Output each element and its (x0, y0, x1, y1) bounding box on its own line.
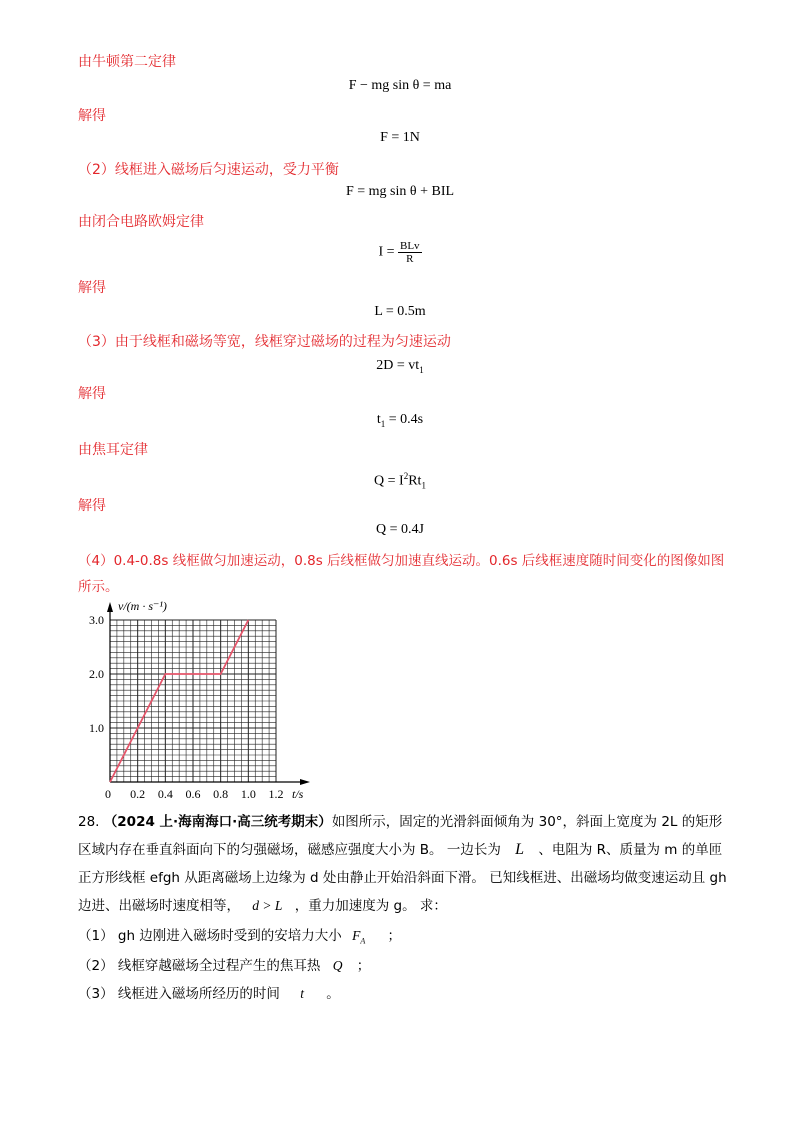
sub-question-1-text: （1） gh 边刚进入磁场时受到的安培力大小 (78, 928, 342, 944)
x-tick-label: 0.8 (213, 787, 229, 801)
chart-grid (110, 620, 276, 782)
sub-question-2 (78, 952, 728, 980)
sub-question-1 (78, 922, 728, 956)
equation-joule-sup: 2 (403, 471, 409, 481)
y-tick-label: 2.0 (89, 667, 104, 681)
solution-line-solve-2: 解得 (78, 280, 106, 296)
equation-distance-main: 2D = vt (376, 358, 420, 373)
solution-line-joule: 由焦耳定律 (78, 442, 148, 458)
solution-line-part2: （2）线框进入磁场后匀速运动，受力平衡 (78, 162, 339, 178)
equation-newton-second: F − mg sin θ = ma (348, 78, 452, 93)
question-number: 28. (78, 814, 100, 830)
question-source: （2024 上·海南海口·高三统考期末） (103, 814, 332, 830)
question-text-2: 、电阻为 R、质量为 m 的单匝正方形线框 efgh 从距离磁场上边缘为 d 处由静止开始沿斜面下滑。 已知线框进、出磁场均做变速运动且 gh 边进、出磁场时速度相等， (78, 842, 727, 914)
equation-ohm-law (0, 240, 800, 265)
symbol-L: L (515, 841, 525, 858)
equation-force-result: F = 1N (380, 130, 420, 145)
sub-question-3 (78, 980, 728, 1008)
equation-time-var: t (376, 412, 381, 427)
sub-question-2-text: （2） 线框穿越磁场全过程产生的焦耳热 (78, 958, 321, 974)
question-28 (78, 808, 728, 920)
equation-joule-lhs: Q = I (374, 473, 404, 489)
origin-label: 0 (105, 787, 111, 801)
chart-labels (89, 599, 304, 801)
solution-part4-paragraph: （4）0.4-0.8s 线框做匀加速运动，0.8s 后线框做匀加速直线运动。0.6s 后线框速度随时间变化的图像如图所示。 (78, 553, 725, 595)
y-axis-arrow (107, 602, 113, 612)
x-tick-label: 1.2 (268, 787, 284, 801)
velocity-time-chart (78, 598, 318, 808)
x-tick-label: 0.2 (130, 787, 146, 801)
symbol-FA-sub: A (360, 936, 366, 946)
equation-joule-rt: Rt (408, 473, 422, 489)
x-axis-label: t/s (292, 787, 304, 801)
equation-length-result: L = 0.5m (374, 304, 426, 319)
x-tick-label: 0.6 (185, 787, 201, 801)
question-text-3: ，重力加速度为 g。 求： (294, 898, 447, 914)
solution-line-solve-3: 解得 (78, 386, 106, 402)
symbol-d-greater-L: d > L (252, 898, 283, 913)
sub-question-3-end: 。 (326, 986, 340, 1002)
y-tick-label: 3.0 (89, 613, 104, 627)
symbol-Q: Q (332, 958, 343, 973)
question-text-1: 如图所示，固定的光滑斜面倾角为 30°，斜面上宽度为 2L 的矩形区域内存在垂直斜面向下的匀强磁场，磁感应强度大小为 B。 一边长为 (78, 814, 723, 858)
x-tick-label: 1.0 (240, 787, 256, 801)
equation-joule-sub: 1 (421, 480, 426, 491)
solution-line-ohm: 由闭合电路欧姆定律 (78, 214, 204, 230)
fraction-numerator: BLv (400, 240, 420, 252)
solution-line-solve-4: 解得 (78, 498, 106, 514)
fraction-blv-over-r (398, 240, 422, 265)
equation-distance-sub: 1 (419, 364, 424, 375)
y-tick-label: 1.0 (89, 721, 104, 735)
solution-line-part3: （3）由于线框和磁场等宽，线框穿过磁场的过程为匀速运动 (78, 334, 451, 350)
sub-question-1-end: ； (387, 928, 402, 944)
equation-ohm-lhs: I = (378, 244, 395, 260)
symbol-t: t (300, 986, 304, 1001)
sub-question-2-end: ； (356, 958, 371, 974)
symbol-FA (352, 928, 366, 946)
equation-distance (0, 356, 800, 380)
sub-question-3-text: （3） 线框进入磁场所经历的时间 (78, 986, 280, 1002)
y-axis-label: v/(m · s⁻¹) (118, 599, 167, 613)
equation-heat-result: Q = 0.4J (376, 522, 424, 537)
equation-time-sub: 1 (380, 418, 386, 429)
solution-line-newton: 由牛顿第二定律 (78, 54, 176, 70)
symbol-FA-main: F (352, 928, 361, 943)
equation-joule-law (0, 466, 800, 495)
equation-time-value: = 0.4s (385, 412, 424, 427)
equation-time-result (0, 410, 800, 434)
x-tick-label: 0.4 (157, 787, 173, 801)
solution-line-solve-1: 解得 (78, 108, 106, 124)
fraction-denominator: R (406, 253, 414, 265)
equation-force-balance: F = mg sin θ + BIL (345, 184, 455, 199)
x-axis-arrow (300, 779, 310, 785)
